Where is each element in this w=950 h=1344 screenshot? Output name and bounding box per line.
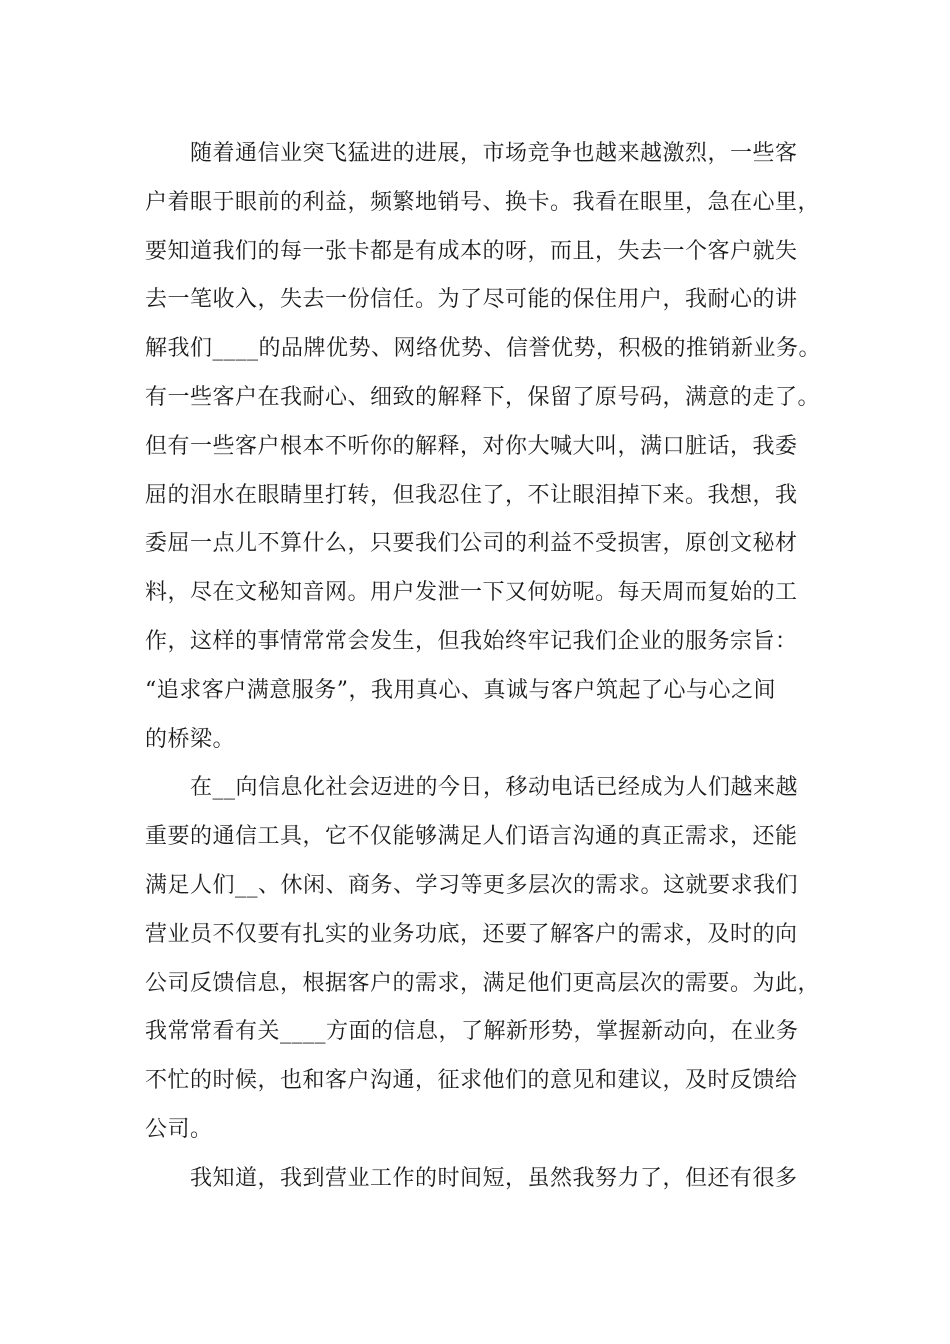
paragraph-line: 屈的泪水在眼睛里打转，但我忍住了，不让眼泪掉下来。我想，我 [145,482,798,508]
paragraph-line: 但有一些客户根本不听你的解释，对你大喊大叫，满口脏话，我委 [145,433,798,459]
paragraph-1 [145,130,825,764]
paragraph-line: 营业员不仅要有扎实的业务功底，还要了解客户的需求，及时的向 [145,921,798,947]
paragraph-line: 公司。 [145,1116,213,1142]
paragraph-line: 要知道我们的每一张卡都是有成本的呀，而且，失去一个客户就失 [145,238,798,264]
paragraph-line: 在__向信息化社会迈进的今日，移动电话已经成为人们越来越 [190,775,799,801]
paragraph-line: 不忙的时候，也和客户沟通，征求他们的意见和建议，及时反馈给 [145,1068,798,1094]
paragraph-2 [145,764,825,1154]
paragraph-line: 我知道，我到营业工作的时间短，虽然我努力了，但还有很多 [190,1165,798,1191]
paragraph-line: 委屈一点儿不算什么，只要我们公司的利益不受损害，原创文秘材 [145,531,798,557]
paragraph-line: 户着眼于眼前的利益，频繁地销号、换卡。我看在眼里，急在心里， [145,189,821,215]
paragraph-line: 解我们____的品牌优势、网络优势、信誉优势，积极的推销新业务。 [145,336,822,362]
paragraph-3 [145,1155,825,1204]
paragraph-line: 的桥梁。 [145,726,236,752]
paragraph-line: 满足人们__、休闲、商务、学习等更多层次的需求。这就要求我们 [145,872,799,898]
document-body [145,130,825,1204]
paragraph-line: 去一笔收入，失去一份信任。为了尽可能的保住用户，我耐心的讲 [145,287,798,313]
paragraph-line: “追求客户满意服务”，我用真心、真诚与客户筑起了心与心之间 [145,677,776,703]
paragraph-line: 公司反馈信息，根据客户的需求，满足他们更高层次的需要。为此， [145,970,821,996]
paragraph-line: 我常常看有关____方面的信息，了解新形势，掌握新动向，在业务 [145,1019,799,1045]
paragraph-line: 随着通信业突飞猛进的进展，市场竞争也越来越激烈，一些客 [190,141,798,166]
paragraph-line: 有一些客户在我耐心、细致的解释下，保留了原号码，满意的走了。 [145,384,821,410]
paragraph-line: 重要的通信工具，它不仅能够满足人们语言沟通的真正需求，还能 [145,824,798,850]
paragraph-line: 作，这样的事情常常会发生，但我始终牢记我们企业的服务宗旨： [145,628,798,654]
paragraph-line: 料，尽在文秘知音网。用户发泄一下又何妨呢。每天周而复始的工 [145,580,798,606]
